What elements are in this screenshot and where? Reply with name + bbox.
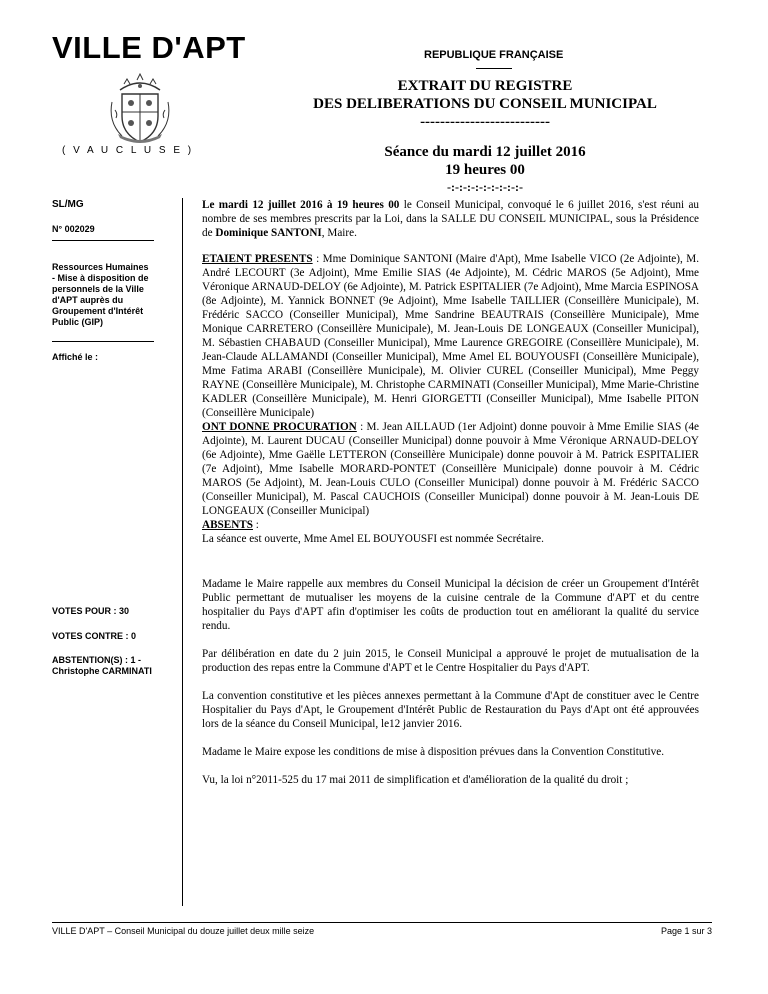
intro-text: le Conseil Municipal, convoqué le 6 juillet 2016, s'est réuni au nombre de ses membres prescrits par la Loi, dans la SALLE DU CONSEIL MUNICIPAL, sous la Présidence de: [202, 199, 699, 239]
department-label: ( V A U C L U S E ): [62, 145, 194, 156]
deliberation-number: N° 002029: [52, 224, 95, 234]
town-title: VILLE D'APT: [52, 30, 246, 65]
extract-dashes: --------------------------: [420, 114, 550, 130]
intro-paragraph: [202, 198, 699, 240]
present-list: : Mme Dominique SANTONI (Maire d'Apt), Mme Isabelle VICO (2e Adjointe), M. André LECOURT (3e Adjoint), Mme Emilie SIAS (4e Adjointe), M. Cédric MAROS (5e Adjoint), Mme Véronique ARNAUD-DELOY (6e Adjointe), M. Patrick ESPITALIER (7e Adjoint), Mme Marcia ESPINOSA (8e Adjointe), M. Yannick BONNET (9e Adjoint), Mme Isabelle TAILLIER (Conseillère Municipale), M. Frédéric SACCO (Conseiller Municipal), Mme Sandrine BEAUTRAIS (Conseillère Municipale), Mme Monique CARRETERO (Conseillère Municipale), M. Jean-Louis DE LONGEAUX (Conseiller Municipal), M. Sébastien CHABAUD (Conseiller Municipal), Mme Laurence GREGOIRE (Conseillère Municipale), M. Jean-Claude ALLAMANDI (Conseiller Municipal), Mme Amel EL BOUYOUSFI (Conseillère Municipale), Mme Fatima ARABI (Conseillère Municipale), M. Olivier CUREL (Conseiller Municipal), Mme Peggy RAYNE (Conseillère Municipale), M. Christophe CARMINATI (Conseiller Municipal), Mme Marie-Christine KADLER (Conseillère Municipale), M. Henri GIORGETTI (Conseiller Municipal), Mme Isabelle PITON (Conseillère Municipale): [202, 253, 699, 419]
page-number: Page 1 sur 3: [660, 926, 712, 936]
absent-label: ABSENTS: [202, 519, 253, 531]
deliberation-subject: Ressources Humaines - Mise à disposition de personnels de la Ville d'APT auprès du Groupement d'Intérêt Public (GIP): [52, 262, 149, 327]
republic-underline: [476, 68, 512, 69]
abstention-count: ABSTENTION(S) : 1 - Christophe CARMINATI: [52, 655, 152, 676]
opening-statement: La séance est ouverte, Mme Amel EL BOUYOUSFI est nommée Secrétaire.: [202, 533, 544, 545]
coat-of-arms-icon: [104, 72, 176, 148]
session-separator: -:-:-:-:-:-:-:-:-:-: [447, 180, 523, 194]
session-hour: 19 heures 00: [445, 162, 525, 178]
sidebar-divider: [52, 341, 154, 342]
president-name: Dominique SANTONI: [215, 227, 322, 239]
absent-text: :: [253, 519, 259, 531]
present-paragraph: [202, 252, 699, 420]
session-day: Séance du mardi 12 juillet 2016: [384, 144, 586, 160]
body-paragraph-1: Madame le Maire rappelle aux membres du Conseil Municipal la décision de créer un Groupement d'Intérêt Public permettant de mutualiser les moyens de la cuisine centrale de la Commune d'APT et du centre hospitalier du Pays d'APT afin d'optimiser les coûts de production tout en améliorant la qualité du service rendu.: [202, 578, 699, 632]
reference-code: SL/MG: [52, 199, 84, 210]
session-date: [300, 143, 670, 179]
footer-title: VILLE D'APT – Conseil Municipal du douze juillet deux mille seize: [52, 926, 315, 936]
footer-divider: [52, 922, 712, 923]
proxy-label: ONT DONNE PROCURATION: [202, 421, 357, 433]
votes-against: VOTES CONTRE : 0: [52, 631, 137, 641]
extract-line-2: DES DELIBERATIONS DU CONSEIL MUNICIPAL: [313, 96, 657, 112]
body-paragraph-4: Madame le Maire expose les conditions de mise à disposition prévues dans la Convention Constitutive.: [202, 746, 665, 758]
extract-line-1: EXTRAIT DU REGISTRE: [397, 78, 573, 94]
votes-for: VOTES POUR : 30: [52, 606, 130, 616]
republic-label: REPUBLIQUE FRANÇAISE: [424, 49, 564, 61]
body-paragraph-3: La convention constitutive et les pièces annexes permettant à la Commune d'Apt de constituer avec le Centre Hospitalier du Pays d'Apt, le Groupement d'Intérêt Public de Restauration du Pays d'Apt ont été approuvées lors de la séance du Conseil Municipal, le12 janvier 2016.: [202, 690, 699, 730]
intro-end: , Maire.: [321, 227, 357, 239]
extract-title: [300, 77, 670, 131]
present-label: ETAIENT PRESENTS: [202, 253, 313, 265]
absent-paragraph: [202, 518, 699, 532]
body-paragraph-5: Vu, la loi n°2011-525 du 17 mai 2011 de simplification et d'amélioration de la qualité du droit ;: [202, 774, 629, 786]
intro-date: Le mardi 12 juillet 2016 à 19 heures 00: [202, 199, 400, 211]
proxy-list: : M. Jean AILLAUD (1er Adjoint) donne pouvoir à Mme Emilie SIAS (4e Adjointe), M. Laurent DUCAU (Conseiller Municipal) donne pouvoir à Mme Véronique ARNAUD-DELOY (6e Adjointe), Mme Gaëlle LETTERON (Conseillère Municipale) donne pouvoir à M. Patrick ESPITALIER (7e Adjoint), Mme Isabelle MORARD-PONTET (Conseillère Municipale) donne pouvoir à M. Cédric MAROS (5e Adjoint), M. Jean-Louis CULO (Conseiller Municipal) donne pouvoir à M. Frédéric SACCO (Conseiller Municipal), M. Pascal CAUCHOIS (Conseiller Municipal) donne pouvoir à M. Jean-Louis DE LONGEAUX (Conseiller Municipal): [202, 421, 699, 517]
sidebar-divider: [52, 240, 154, 241]
deliberation-body: [202, 198, 699, 787]
column-divider: [182, 198, 183, 906]
posted-label: Affiché le :: [52, 352, 99, 362]
proxy-paragraph: [202, 420, 699, 518]
body-paragraph-2: Par délibération en date du 2 juin 2015, le Conseil Municipal a approuvé le projet de mutualisation de la production des repas entre la Commune d'APT et le Centre Hospitalier du Pays d'APT.: [202, 648, 699, 674]
